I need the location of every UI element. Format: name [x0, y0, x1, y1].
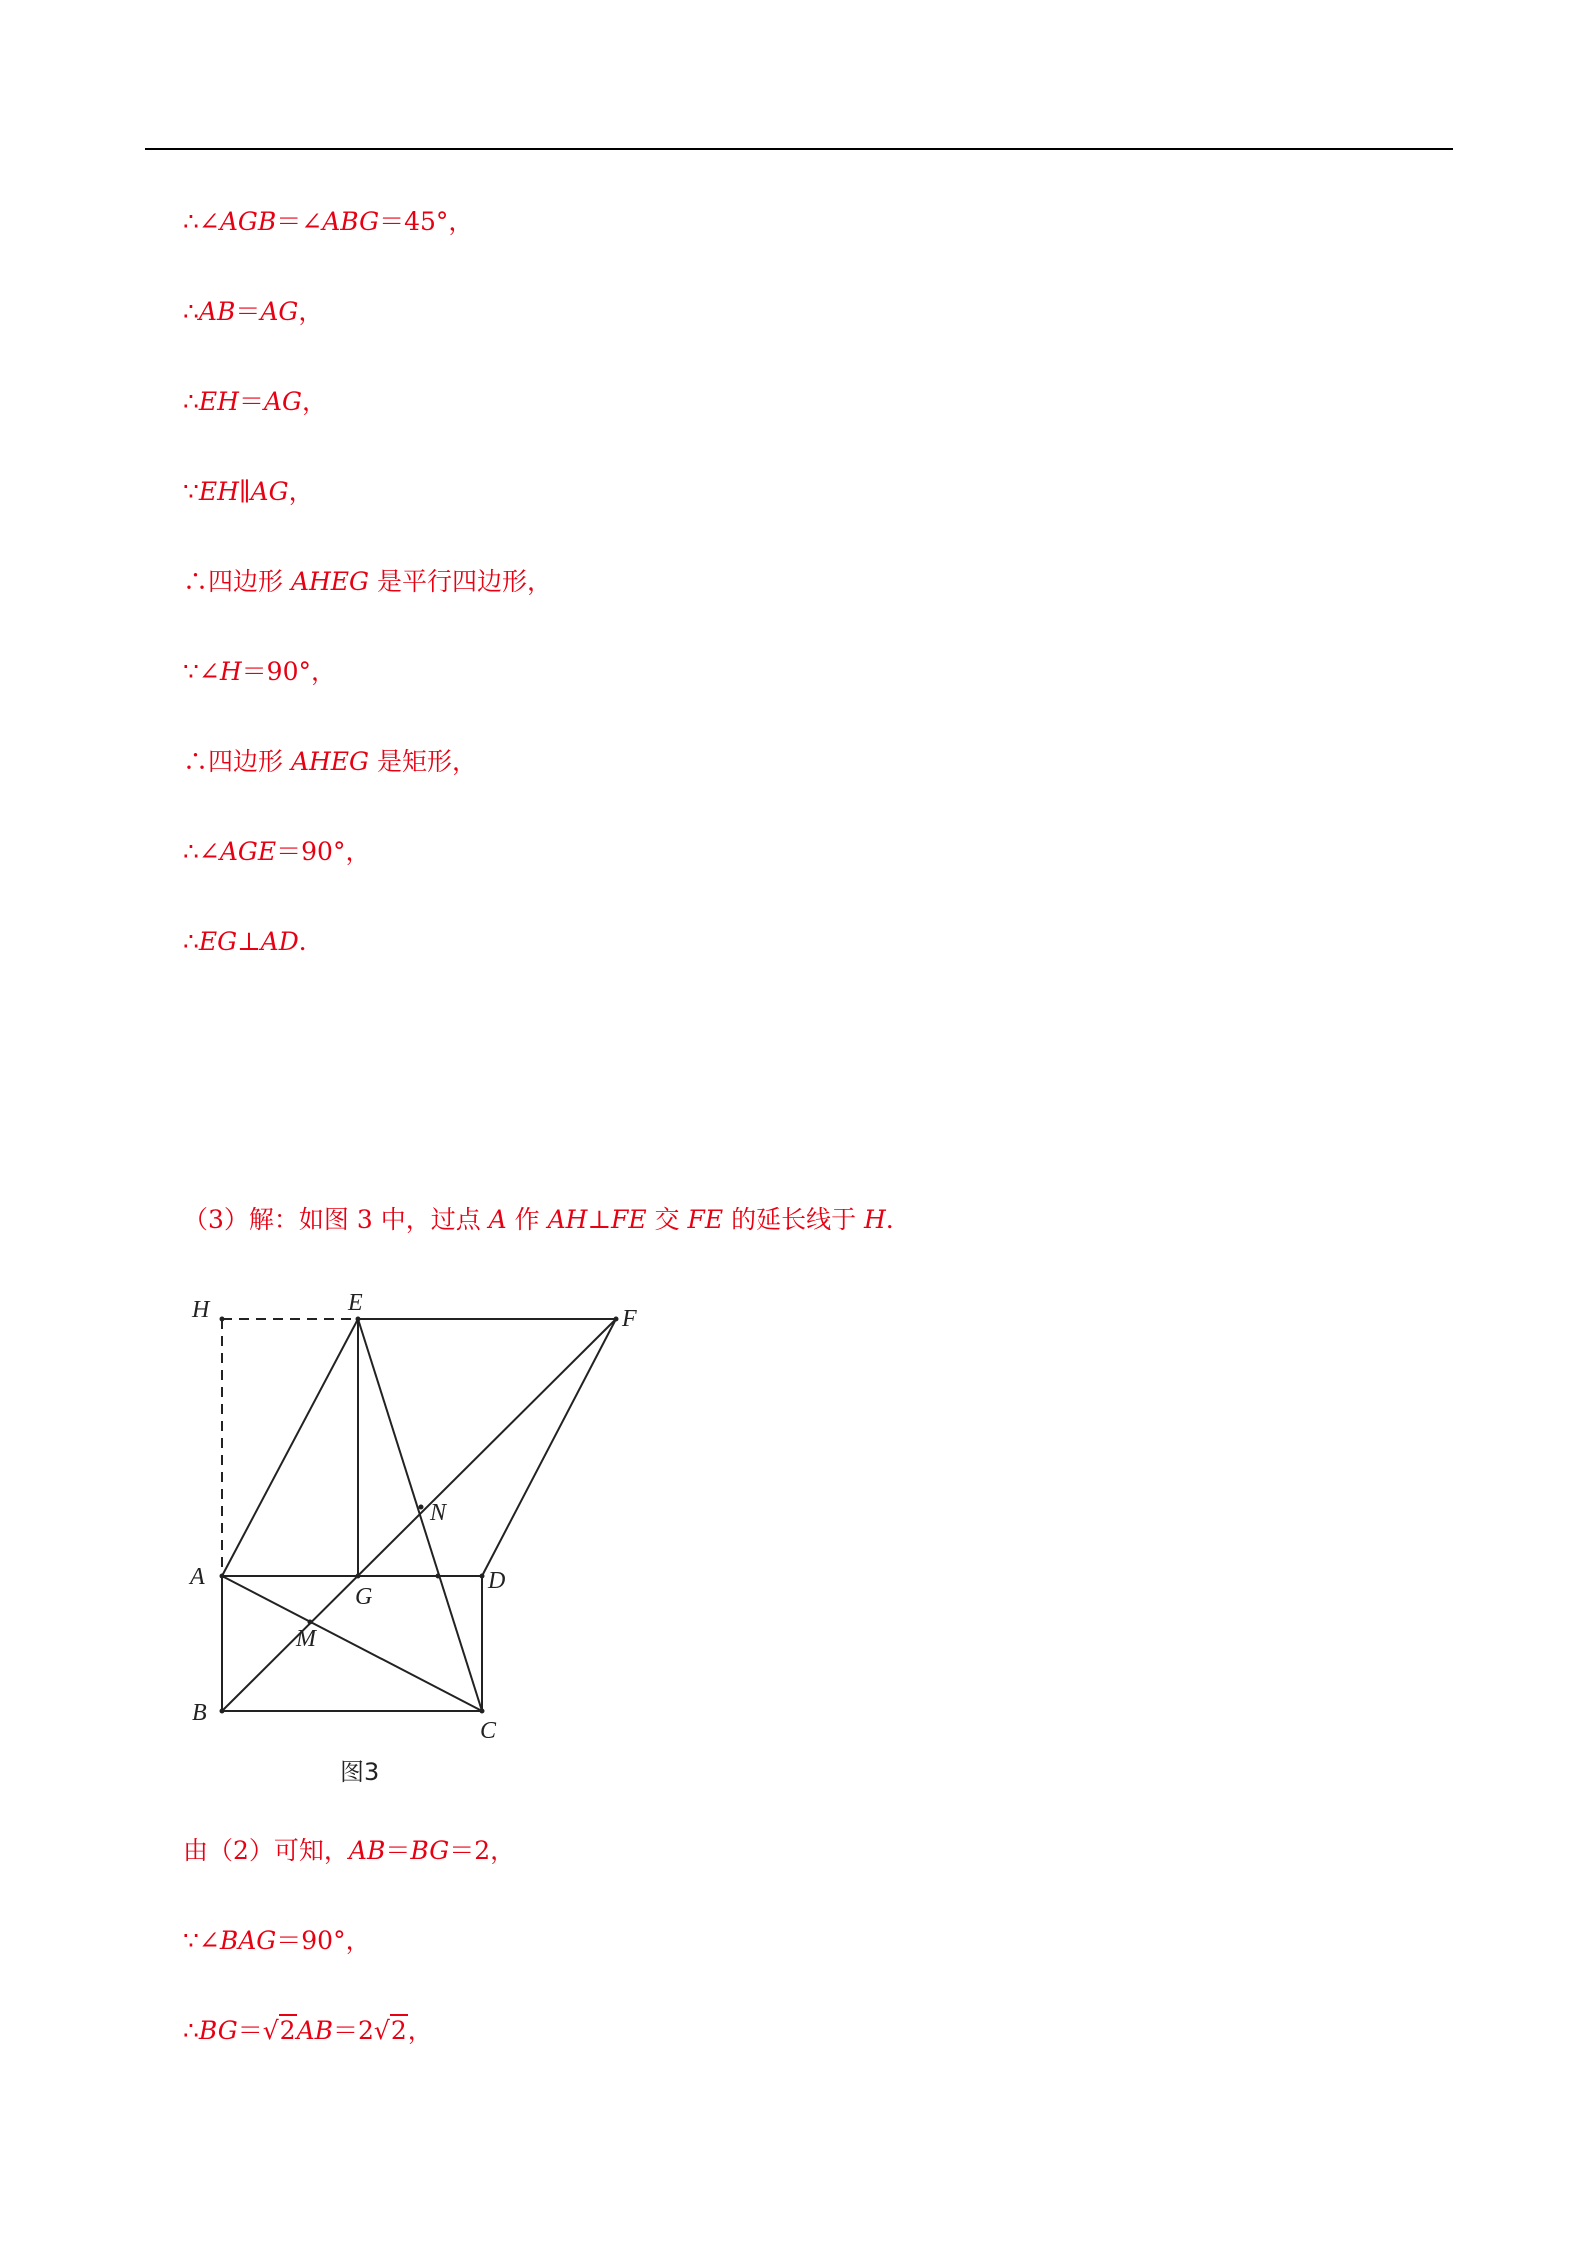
figure-caption: 图3 [340, 1758, 380, 1786]
proof-line-2: ∴AB＝AG， [183, 297, 324, 326]
part3-intro: （3）解：如图 3 中，过点 A 作 AH⊥FE 交 FE 的延长线于 H． [183, 1205, 911, 1234]
label-m: M [296, 1626, 316, 1652]
proof-line-4: ∵EH∥AG， [183, 477, 314, 506]
after-line-1: 由（2）可知，AB＝BG＝2， [183, 1836, 516, 1865]
segment-ac [222, 1576, 482, 1711]
segment-bf [222, 1319, 616, 1711]
segment-ae [222, 1319, 358, 1576]
point-h [220, 1317, 225, 1322]
label-h: H [192, 1297, 210, 1323]
proof-line-9: ∴EG⊥AD． [183, 927, 324, 956]
label-c: C [480, 1718, 497, 1744]
label-n: N [430, 1500, 447, 1526]
label-g: G [355, 1584, 373, 1610]
sqrt-symbol: √2 [262, 2016, 296, 2045]
point-b [220, 1709, 225, 1714]
point-d [480, 1574, 485, 1579]
label-e: E [348, 1290, 363, 1316]
geometry-diagram [180, 1270, 680, 1790]
label-b: B [192, 1700, 207, 1726]
segment-fd [482, 1319, 616, 1576]
point-c [480, 1709, 485, 1714]
proof-line-8: ∴∠AGE＝90°， [183, 837, 371, 866]
label-f: F [622, 1306, 637, 1332]
proof-line-6: ∵∠H＝90°， [183, 657, 336, 686]
after-line-3: ∴BG＝√2AB＝2√2， [183, 2016, 433, 2045]
label-d: D [488, 1568, 506, 1594]
figure-3 [180, 1270, 680, 1790]
point-m [308, 1620, 313, 1625]
point-n [419, 1505, 424, 1510]
point-g [356, 1574, 361, 1579]
sqrt-symbol: √2 [373, 2016, 407, 2045]
proof-line-5: ∴四边形 AHEG 是平行四边形， [183, 567, 552, 596]
label-a: A [190, 1564, 205, 1590]
point-f [614, 1317, 619, 1322]
header-rule [145, 148, 1453, 150]
point-intersect [436, 1574, 441, 1579]
proof-line-7: ∴四边形 AHEG 是矩形， [183, 747, 477, 776]
proof-line-3: ∴EH＝AG， [183, 387, 328, 416]
after-line-2: ∵∠BAG＝90°， [183, 1926, 371, 1955]
point-e [356, 1317, 361, 1322]
proof-line-1: ∴∠AGB＝∠ABG＝45°， [183, 207, 474, 236]
point-a [220, 1574, 225, 1579]
